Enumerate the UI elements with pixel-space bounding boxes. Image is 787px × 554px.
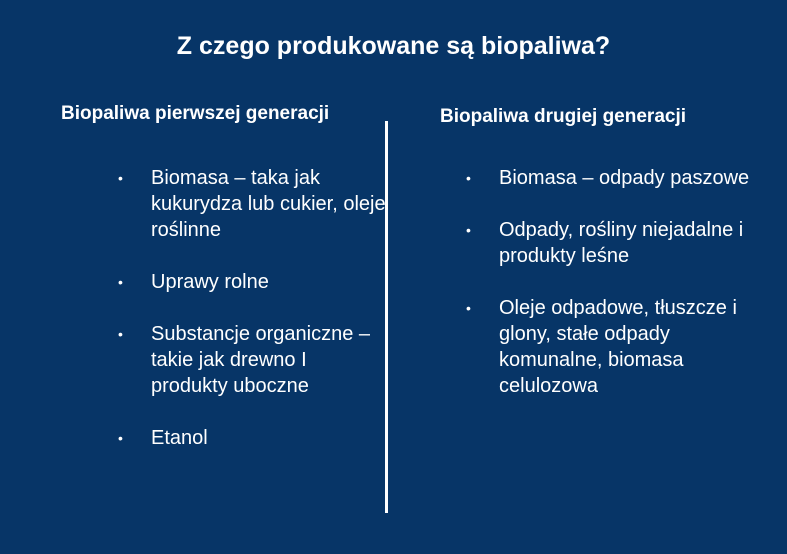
list-item: [118, 165, 386, 243]
list-item-text: Substancje organiczne – takie jak drewno I produkty uboczne: [151, 323, 371, 397]
second-generation-list: [466, 165, 776, 425]
first-generation-list: [118, 165, 386, 477]
list-item: [466, 217, 776, 269]
bullet-icon: •: [466, 222, 471, 238]
bullet-icon: •: [118, 326, 123, 342]
slide-title: Z czego produkowane są biopaliwa?: [176, 32, 611, 60]
list-item: [466, 165, 776, 191]
bullet-icon: •: [466, 300, 471, 316]
second-generation-heading: Biopaliwa drugiej generacji: [440, 106, 687, 127]
list-item-text: Odpady, rośliny niejadalne i produkty leśne: [499, 219, 744, 267]
bullet-icon: •: [118, 274, 123, 290]
list-item: [118, 269, 386, 295]
bullet-icon: •: [466, 170, 471, 186]
list-item: [118, 321, 386, 399]
list-item-text: Biomasa – taka jak kukurydza lub cukier, oleje roślinne: [151, 167, 386, 241]
list-item: [466, 295, 776, 399]
list-item-text: Uprawy rolne: [151, 271, 269, 293]
list-item-text: Etanol: [151, 427, 208, 449]
list-item: [118, 425, 386, 451]
list-item-text: Oleje odpadowe, tłuszcze i glony, stałe odpady komunalne, biomasa celulozowa: [499, 297, 737, 397]
bullet-icon: •: [118, 430, 123, 446]
first-generation-heading: Biopaliwa pierwszej generacji: [61, 103, 330, 124]
list-item-text: Biomasa – odpady paszowe: [499, 167, 750, 189]
bullet-icon: •: [118, 170, 123, 186]
